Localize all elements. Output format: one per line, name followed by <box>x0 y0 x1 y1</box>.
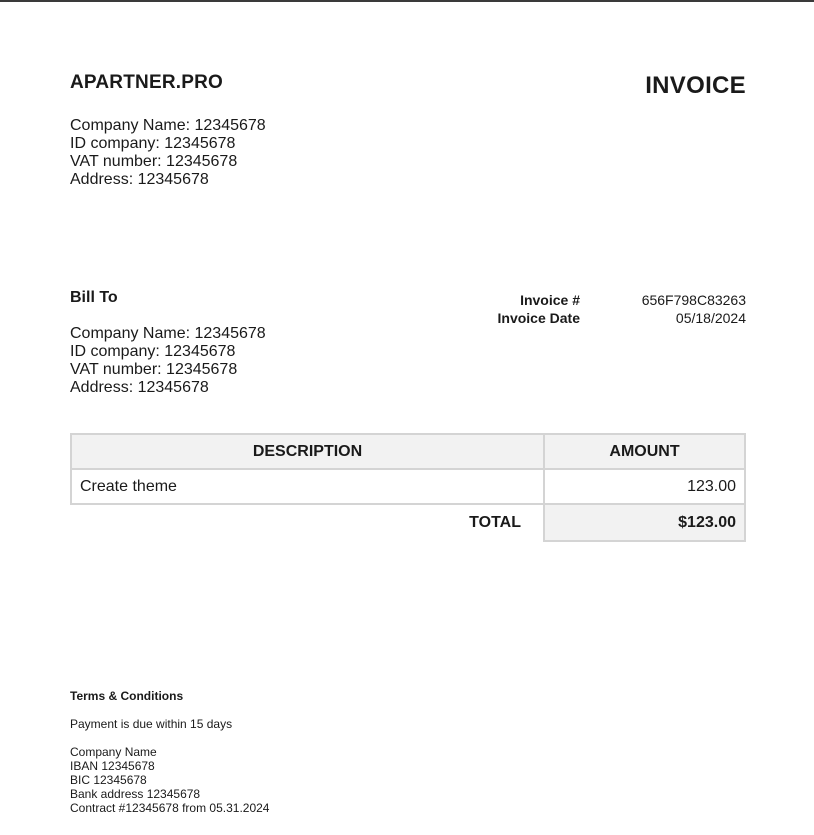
invoice-number-label: Invoice # <box>520 292 580 308</box>
top-border <box>0 0 814 2</box>
items-table <box>70 433 746 542</box>
terms-text: Payment is due within 15 days <box>70 717 233 731</box>
bank-bic: BIC 12345678 <box>70 773 147 787</box>
bank-iban: IBAN 12345678 <box>70 759 155 773</box>
total-value: $123.00 <box>544 504 745 541</box>
invoice-meta-values <box>642 291 746 327</box>
amount-header: AMOUNT <box>544 434 745 469</box>
document-title: INVOICE <box>645 72 746 99</box>
seller-company-name: Company Name: 12345678 <box>70 117 266 134</box>
bank-company-name: Company Name <box>70 745 157 759</box>
invoice-meta-labels <box>498 291 580 327</box>
buyer-address: Address: 12345678 <box>70 379 209 396</box>
seller-id-company: ID company: 12345678 <box>70 135 236 152</box>
description-header: DESCRIPTION <box>71 434 544 469</box>
seller-vat-number: VAT number: 12345678 <box>70 153 238 170</box>
buyer-vat-number: VAT number: 12345678 <box>70 361 238 378</box>
bank-details <box>70 745 269 815</box>
buyer-company-name: Company Name: 12345678 <box>70 325 266 342</box>
item-amount: 123.00 <box>544 469 745 504</box>
contract-line: Contract #12345678 from 05.31.2024 <box>70 801 270 815</box>
bill-to-title: Bill To <box>70 289 118 306</box>
total-row <box>71 504 745 541</box>
buyer-id-company: ID company: 12345678 <box>70 343 236 360</box>
invoice-number: 656F798C83263 <box>641 292 746 308</box>
items-header-row <box>71 434 745 469</box>
table-row <box>71 469 745 504</box>
item-description: Create theme <box>71 469 544 504</box>
bill-to-details <box>70 325 266 397</box>
seller-brand: APARTNER.PRO <box>70 72 223 93</box>
bank-address: Bank address 12345678 <box>70 787 201 801</box>
seller-address: Address: 12345678 <box>70 171 209 188</box>
terms-title: Terms & Conditions <box>70 689 184 703</box>
invoice-date-label: Invoice Date <box>497 310 580 326</box>
total-label: TOTAL <box>469 514 521 531</box>
invoice-date: 05/18/2024 <box>675 310 746 326</box>
seller-details <box>70 117 266 189</box>
